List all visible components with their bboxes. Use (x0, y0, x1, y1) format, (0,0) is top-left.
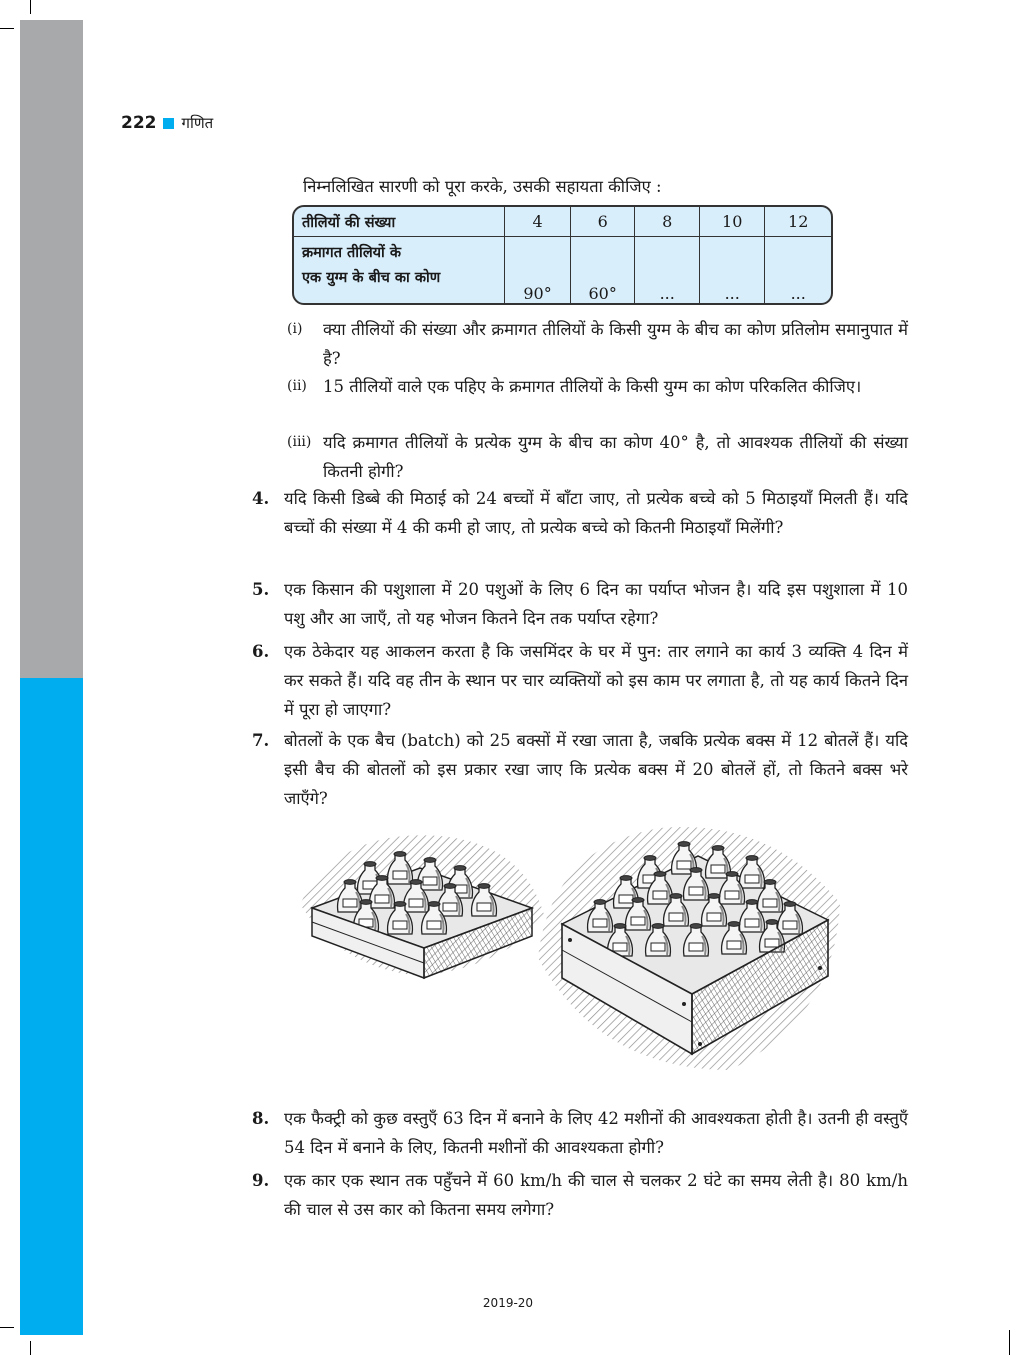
question-text: एक किसान की पशुशाला में 20 पशुओं के लिए 6 दिन का पर्याप्त भोजन है। यदि इस पशुशाला में 10 पशु और आ जाएँ, तो यह भोजन कितने दिन तक पर्याप्त रहेगा? (284, 580, 908, 628)
table-cell: ... (635, 237, 699, 303)
question-number: 4. (252, 489, 270, 508)
question-text: एक फैक्ट्री को कुछ वस्तुएँ 63 दिन में बनाने के लिए 42 मशीनों की आवश्यकता होती है। उतनी ही वस्तुएँ 54 दिन में बनाने के लिए, कितनी मशीनों की आवश्यकता होगी? (284, 1109, 908, 1157)
crop-mark (30, 0, 31, 14)
question (252, 637, 908, 724)
subquestion-label: (i) (287, 321, 303, 337)
crop-mark (0, 1327, 14, 1328)
subject-title: गणित (181, 114, 214, 132)
table-cell: 10 (700, 207, 766, 237)
margin-band-gray (20, 20, 83, 678)
table-cell: 4 (505, 207, 571, 237)
page-header (121, 113, 213, 133)
question (252, 726, 908, 813)
question (252, 1104, 908, 1162)
question (252, 575, 908, 633)
header-square-icon (163, 118, 174, 129)
table-row-header (294, 237, 505, 303)
subquestion (287, 428, 908, 486)
small-crate (300, 835, 545, 978)
page-number: 222 (121, 113, 157, 133)
question-number: 7. (252, 731, 270, 750)
question-number: 9. (252, 1171, 270, 1190)
table-cell: 6 (571, 207, 636, 237)
row-header-line: एक युग्म के बीच का कोण (302, 270, 441, 286)
subquestion-text: 15 तीलियों वाले एक पहिए के क्रमागत तीलियों के किसी युग्म का कोण परिकलित कीजिए। (323, 377, 862, 396)
subquestion-label: (iii) (287, 434, 312, 450)
crop-mark (30, 1341, 31, 1355)
question-text: एक ठेकेदार यह आकलन करता है कि जसमिंदर के घर में पुन: तार लगाने का कार्य 3 व्यक्ति 4 दिन में कर सकते हैं। यदि वह तीन के स्थान पर चार व्यक्तियों को इस काम पर लगाता है, तो यह कार्य कितने दिन में पूरा हो जाएगा? (284, 642, 908, 719)
crop-mark (0, 28, 14, 29)
crop-mark (1009, 1330, 1010, 1355)
table-row-header: तीलियों की संख्या (294, 207, 505, 237)
spokes-angle-table (292, 205, 833, 305)
table-cell: ... (700, 237, 766, 303)
large-crate (538, 827, 840, 1070)
subquestion-label: (ii) (287, 378, 307, 394)
question (252, 1166, 908, 1224)
table-cell: 60° (571, 237, 636, 303)
table-row (294, 207, 831, 237)
question-text: एक कार एक स्थान तक पहुँचने में 60 km/h की चाल से चलकर 2 घंटे का समय लेती है। 80 km/h की चाल से उस कार को कितना समय लगेगा? (284, 1171, 908, 1219)
page-footer: 2019-20 (482, 1296, 534, 1310)
question-number: 5. (252, 580, 270, 599)
row-header-line: क्रमागत तीलियों के (302, 245, 401, 261)
subquestion (287, 315, 908, 373)
table-instruction: निम्नलिखित सारणी को पूरा करके, उसकी सहायता कीजिए : (303, 177, 662, 196)
subquestion-text: यदि क्रमागत तीलियों के प्रत्येक युग्म के बीच का कोण 40° है, तो आवश्यक तीलियों की संख्या कितनी होगी? (323, 433, 908, 481)
question (252, 484, 908, 542)
question-number: 6. (252, 642, 270, 661)
question-text: यदि किसी डिब्बे की मिठाई को 24 बच्चों में बाँटा जाए, तो प्रत्येक बच्चे को 5 मिठाइयाँ मिलती हैं। यदि बच्चों की संख्या में 4 की कमी हो जाए, तो प्रत्येक बच्चे को कितनी मिठाइयाँ मिलेंगी? (284, 489, 908, 537)
table-cell: 8 (635, 207, 699, 237)
subquestion-text: क्या तीलियों की संख्या और क्रमागत तीलियों के किसी युग्म के बीच का कोण प्रतिलोम समानुपात में है? (323, 320, 908, 368)
question-number: 8. (252, 1109, 270, 1128)
table-cell: 12 (765, 207, 831, 237)
question-text: बोतलों के एक बैच (batch) को 25 बक्सों में रखा जाता है, जबकि प्रत्येक बक्स में 12 बोतलें हैं। यदि इसी बैच की बोतलों को इस प्रकार रखा जाए कि प्रत्येक बक्स में 20 बोतलें हों, तो कितने बक्स भरे जाएँगे? (284, 731, 908, 808)
margin-band-blue (20, 678, 83, 1335)
table-row (294, 237, 831, 303)
table-cell: 90° (505, 237, 571, 303)
bottle-crates-illustration (300, 808, 845, 1080)
subquestion (287, 372, 908, 401)
table-cell: ... (790, 284, 806, 303)
